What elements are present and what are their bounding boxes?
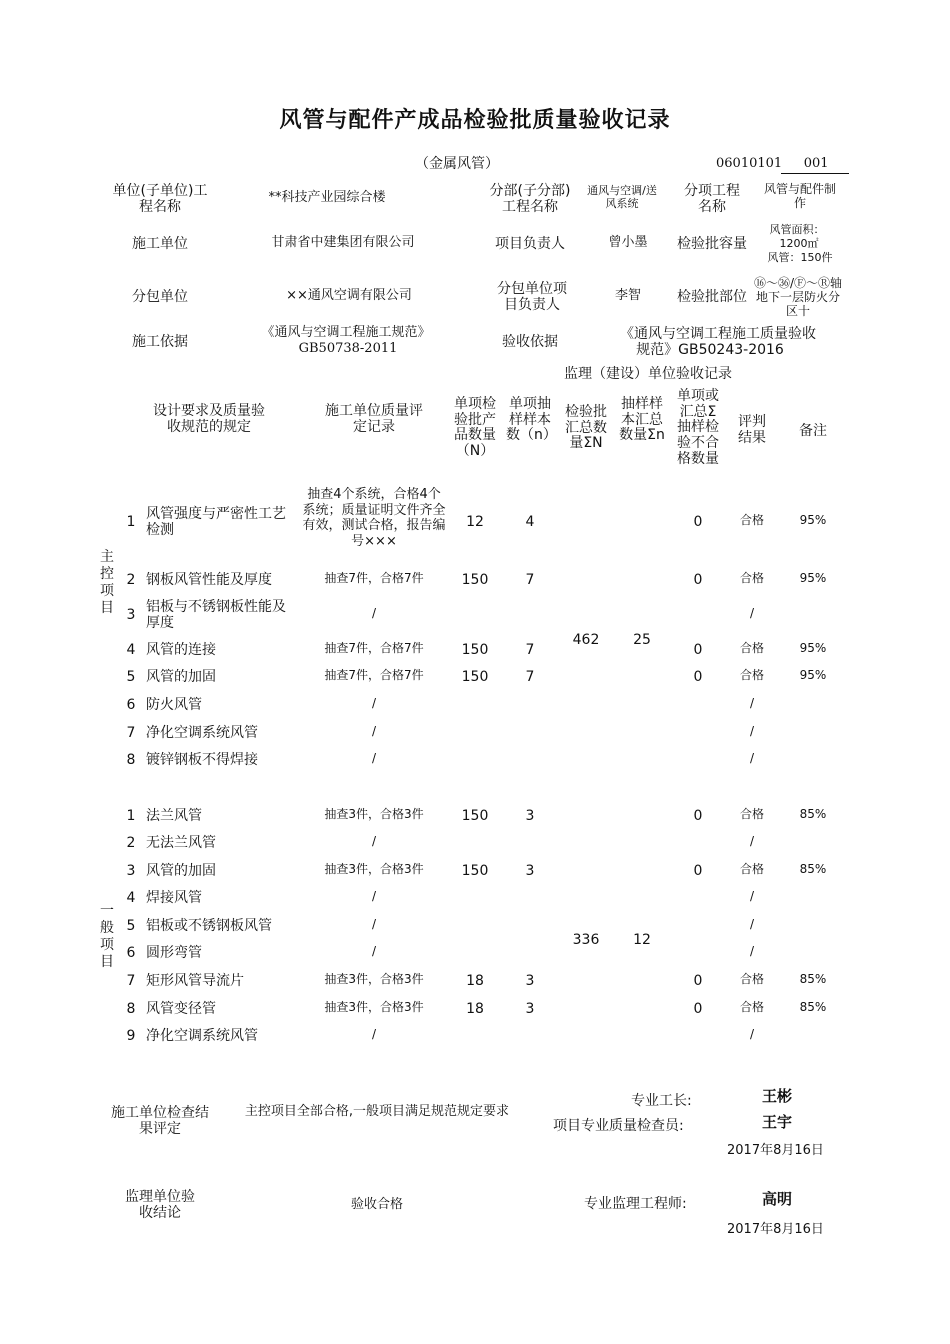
acceptance-value-1: 《通风与空调工程施工质量验收 (620, 326, 816, 342)
item-name: 镀锌钢板不得焊接 (146, 752, 258, 768)
record-code-prefix: 06010101 (716, 156, 783, 171)
foreman-label: 专业工长: (631, 1093, 692, 1109)
item-n: 7 (525, 572, 535, 588)
col-record: 施工单位质量评定记录 (325, 403, 423, 436)
item-no: 1 (126, 808, 136, 824)
record-code-suffix: 001 (803, 156, 829, 171)
item-name: 铝板与不锈钢板性能及厚度 (146, 599, 286, 632)
item-no: 2 (126, 835, 136, 851)
document-title: 风管与配件产成品检验批质量验收记录 (279, 108, 671, 133)
col-n-sample: 单项抽样样本数（n） (506, 396, 557, 444)
item-record: 抽查3件，合格3件 (324, 1000, 424, 1014)
main-sum-n: 25 (633, 632, 651, 648)
item-record: 抽查7件，合格7件 (324, 571, 424, 585)
item-n: 3 (525, 863, 535, 879)
item-fail: 0 (693, 669, 703, 685)
item-result: 合格 (739, 641, 765, 655)
item-no: 5 (126, 918, 136, 934)
acceptance-label: 验收依据 (502, 334, 558, 350)
unit-label: 单位(子单位)工程名称 (112, 183, 208, 216)
item-name: 风管的加固 (146, 863, 216, 879)
supervision-value: 验收合格 (350, 1197, 404, 1212)
col-n-batch: 单项检验批产品数量（N） (454, 396, 496, 460)
item-name: 法兰风管 (146, 808, 202, 824)
item-no: 8 (126, 1001, 136, 1017)
item-fail: 0 (693, 1001, 703, 1017)
item-result: 合格 (739, 668, 765, 682)
item-result: / (749, 751, 755, 765)
item-result: / (749, 917, 755, 931)
item-fail: 0 (693, 514, 703, 530)
general-group-label: 一般项目 (100, 903, 114, 970)
item-N: 12 (466, 514, 484, 530)
supervision-header: 监理（建设）单位验收记录 (564, 366, 732, 382)
item-n: 4 (525, 514, 535, 530)
col-fail: 单项或汇总Σ抽样检验不合格数量 (677, 388, 719, 467)
item-note: 95% (799, 571, 827, 585)
location-value: ⑯～㊱/Ⓕ～Ⓡ轴地下一层防火分区十 (753, 276, 843, 318)
item-fail: 0 (693, 808, 703, 824)
item-record: / (371, 834, 377, 848)
sub-manager-label: 分包单位项目负责人 (497, 281, 567, 314)
item-record: 抽查3件，合格3件 (324, 862, 424, 876)
item-name: 钢板风管性能及厚度 (146, 572, 272, 588)
item-record: 抽查7件，合格7件 (324, 668, 424, 682)
item-note: 95% (799, 641, 827, 655)
item-n: 3 (525, 973, 535, 989)
item-result: / (749, 1027, 755, 1041)
record-code (716, 157, 850, 172)
manager-label: 项目负责人 (495, 236, 565, 252)
sub-manager-value: 李智 (614, 288, 642, 303)
construction-label: 施工单位 (132, 236, 188, 252)
item-record: / (371, 944, 377, 958)
unit-value: **科技产业园综合楼 (268, 190, 386, 205)
foreman-signature: 王彬 (762, 1087, 793, 1105)
item-record: / (371, 917, 377, 931)
sub-label: 分包单位 (132, 289, 188, 305)
item-N: 150 (461, 808, 489, 824)
item-name: 风管变径管 (146, 1001, 216, 1017)
inspector-signature: 王宇 (762, 1113, 793, 1131)
item-record: / (371, 696, 377, 710)
item-name: 风管的连接 (146, 642, 216, 658)
col-sum-sample: 抽样样本汇总数量Σn (619, 396, 665, 444)
sub-value: ××通风空调有限公司 (286, 288, 412, 303)
item-record: 抽查3件，合格3件 (324, 972, 424, 986)
item-no: 3 (126, 607, 136, 623)
item-no: 3 (126, 863, 136, 879)
item-fail: 0 (693, 973, 703, 989)
item-record: / (371, 724, 377, 738)
item-fail: 0 (693, 863, 703, 879)
item-name: 无法兰风管 (146, 835, 216, 851)
code-underline (781, 173, 849, 174)
check-date: 2017年8月16日 (727, 1143, 824, 1158)
supervision-label: 监理单位验收结论 (125, 1189, 195, 1222)
item-note: 85% (799, 862, 827, 876)
inspector-label: 项目专业质量检查员: (553, 1118, 684, 1134)
engineer-label: 专业监理工程师: (584, 1196, 687, 1212)
check-label: 施工单位检查结果评定 (111, 1105, 209, 1138)
item-N: 150 (461, 572, 489, 588)
subitem-label: 分项工程名称 (684, 183, 740, 216)
item-fail: 0 (693, 572, 703, 588)
item-N: 150 (461, 642, 489, 658)
engineer-signature: 高明 (762, 1190, 793, 1208)
item-fail: 0 (693, 642, 703, 658)
item-name: 矩形风管导流片 (146, 973, 244, 989)
capacity-label: 检验批容量 (677, 236, 747, 252)
item-record: 抽查4个系统，合格4个系统；质量证明文件齐全有效，测试合格，报告编号××× (302, 487, 446, 549)
item-result: / (749, 696, 755, 710)
capacity-value-2: 1200㎡ (779, 237, 819, 250)
col-spec: 设计要求及质量验收规范的规定 (153, 403, 265, 436)
capacity-value-1: 风管面积： (769, 223, 825, 236)
col-note: 备注 (799, 423, 827, 439)
item-result: / (749, 834, 755, 848)
item-result: / (749, 606, 755, 620)
subitem-value: 风管与配件制作 (763, 182, 836, 210)
item-no: 7 (126, 973, 136, 989)
part-label: 分部(子分部)工程名称 (489, 183, 571, 216)
acceptance-value-2: 规范》GB50243-2016 (636, 342, 784, 358)
item-note: 95% (799, 513, 827, 527)
item-result: 合格 (739, 513, 765, 527)
item-no: 2 (126, 572, 136, 588)
basis-value-2: GB50738-2011 (298, 341, 398, 356)
capacity-value-3: 风管：150件 (767, 251, 833, 264)
item-name: 焊接风管 (146, 890, 202, 906)
document-subtitle: （金属风管） (415, 156, 499, 172)
main-sum-N: 462 (572, 632, 600, 648)
check-value: 主控项目全部合格,一般项目满足规范规定要求 (244, 1104, 510, 1119)
main-group-label: 主控项目 (100, 549, 114, 616)
col-sum-n: 检验批汇总数量ΣN (565, 404, 607, 452)
item-note: 85% (799, 807, 827, 821)
item-n: 7 (525, 669, 535, 685)
item-n: 3 (525, 808, 535, 824)
item-N: 18 (466, 973, 484, 989)
item-no: 1 (126, 514, 136, 530)
item-note: 85% (799, 972, 827, 986)
item-name: 风管强度与严密性工艺检测 (146, 506, 286, 539)
item-name: 风管的加固 (146, 669, 216, 685)
item-no: 6 (126, 697, 136, 713)
item-no: 7 (126, 725, 136, 741)
supervision-date: 2017年8月16日 (727, 1222, 824, 1237)
item-no: 9 (126, 1028, 136, 1044)
item-N: 150 (461, 863, 489, 879)
basis-label: 施工依据 (132, 334, 188, 350)
item-no: 4 (126, 890, 136, 906)
item-n: 7 (525, 642, 535, 658)
general-sum-N: 336 (572, 932, 600, 948)
item-result: / (749, 889, 755, 903)
part-value: 通风与空调/送风系统 (587, 184, 657, 210)
basis-value-1: 《通风与空调工程施工规范》 (261, 325, 431, 340)
item-name: 净化空调系统风管 (146, 1028, 258, 1044)
item-name: 铝板或不锈钢板风管 (146, 918, 272, 934)
item-result: 合格 (739, 807, 765, 821)
item-record: / (371, 889, 377, 903)
item-result: 合格 (739, 1000, 765, 1014)
item-name: 圆形弯管 (146, 945, 202, 961)
item-N: 150 (461, 669, 489, 685)
item-no: 6 (126, 945, 136, 961)
item-record: / (371, 751, 377, 765)
item-no: 5 (126, 669, 136, 685)
location-label: 检验批部位 (677, 289, 747, 305)
item-result: 合格 (739, 972, 765, 986)
item-no: 4 (126, 642, 136, 658)
item-n: 3 (525, 1001, 535, 1017)
item-record: / (371, 1027, 377, 1041)
item-record: / (371, 606, 377, 620)
construction-value: 甘肃省中建集团有限公司 (271, 235, 415, 250)
item-note: 85% (799, 1000, 827, 1014)
item-record: 抽查7件，合格7件 (324, 641, 424, 655)
general-sum-n: 12 (633, 932, 651, 948)
item-note: 95% (799, 668, 827, 682)
col-result: 评判结果 (738, 414, 766, 446)
item-result: / (749, 724, 755, 738)
item-no: 8 (126, 752, 136, 768)
item-name: 防火风管 (146, 697, 202, 713)
item-result: 合格 (739, 571, 765, 585)
item-name: 净化空调系统风管 (146, 725, 258, 741)
item-N: 18 (466, 1001, 484, 1017)
item-result: / (749, 944, 755, 958)
manager-value: 曾小墨 (608, 235, 648, 250)
item-record: 抽查3件，合格3件 (324, 807, 424, 821)
item-result: 合格 (739, 862, 765, 876)
